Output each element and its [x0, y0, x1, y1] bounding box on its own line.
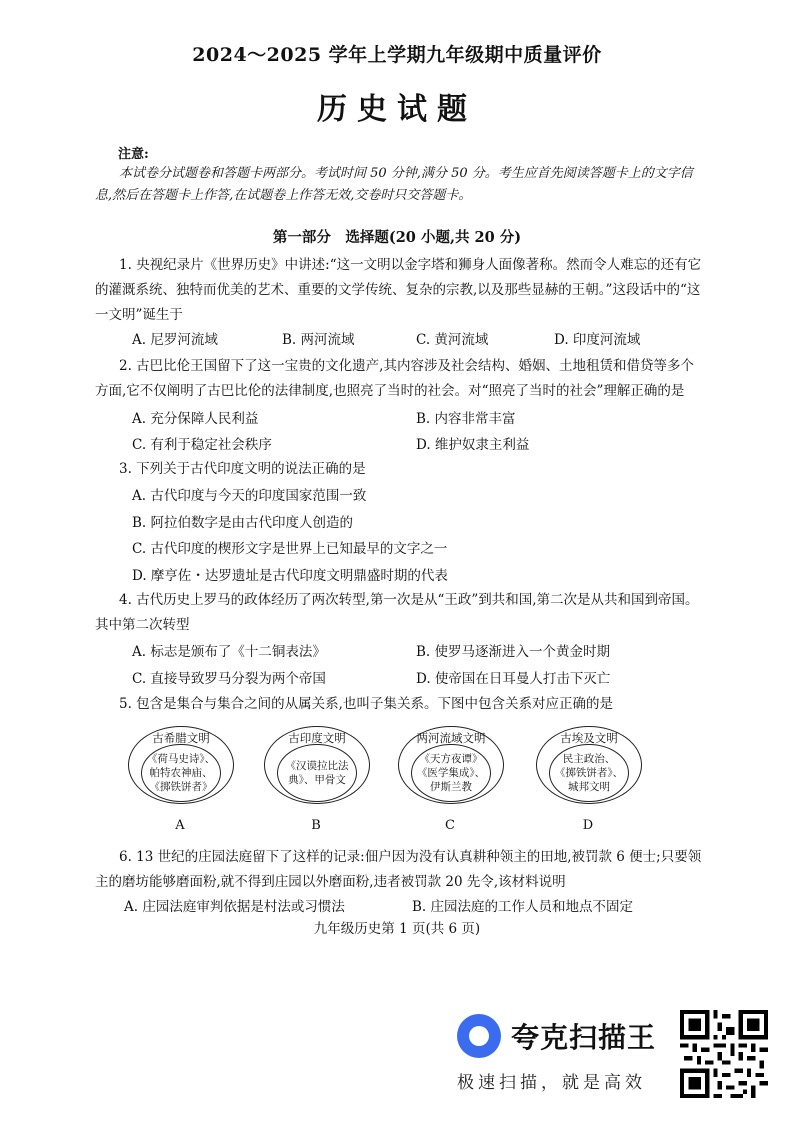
q4-option-a: A. 标志是颁布了《十二铜表法》	[132, 644, 326, 660]
question-stem: 3. 下列关于古代印度文明的说法正确的是	[119, 461, 366, 477]
quark-logo-icon	[457, 1014, 501, 1058]
diagram-label-b: B	[311, 818, 321, 833]
q2-option-c: C. 有利于稳定社会秩序	[132, 437, 272, 453]
q2-option-b: B. 内容非常丰富	[416, 411, 516, 427]
qr-code-icon	[680, 1010, 768, 1098]
outer-set-label: 古埃及文明	[560, 731, 618, 745]
question-stem: 5. 包含是集合与集合之间的从属关系,也叫子集关系。下图中包含关系对应正确的是	[119, 696, 613, 712]
section-heading: 第一部分 选择题(20 小题,共 20 分)	[272, 229, 522, 246]
q3-option-b: B. 阿拉伯数字是由古代印度人创造的	[132, 515, 354, 531]
q6-option-b: B. 庄园法庭的工作人员和地点不固定	[412, 899, 634, 915]
outer-set-label: 古希腊文明	[152, 731, 210, 745]
q1-option-d: D. 印度河流域	[554, 332, 641, 348]
q1-option-b: B. 两河流域	[282, 332, 355, 348]
notice-label: 注意:	[118, 147, 149, 162]
question-6	[95, 845, 705, 895]
q4-option-c: C. 直接导致罗马分裂为两个帝国	[132, 671, 326, 687]
q3-option-c: C. 古代印度的楔形文字是世界上已知最早的文字之一	[132, 541, 448, 557]
outer-set-label: 古印度文明	[288, 731, 346, 745]
page-title: 历史试题	[317, 92, 477, 127]
q4-option-d: D. 使帝国在日耳曼人打击下灭亡	[416, 671, 611, 687]
question-3	[95, 457, 705, 482]
q1-option-a: A. 尼罗河流域	[132, 332, 218, 348]
brand-name: 夸克扫描王	[511, 1021, 657, 1054]
question-stem: 1. 央视纪录片《世界历史》中讲述:“这一文明以金字塔和狮身人面像著称。然而令人难忘的还有它的灌溉系统、独特而优美的艺术、重要的文学传统、复杂的宗教,以及那些显赫的王朝。”这段话中的“这一文明”诞生于	[95, 257, 702, 323]
set-circle-d	[536, 726, 642, 804]
question-stem: 6. 13 世纪的庄园法庭留下了这样的记录:佃户因为没有认真耕种领主的田地,被罚款 6 便士;只要领主的磨坊能够磨面粉,就不得到庄园以外磨面粉,违者被罚款 20 先令,该材料说明	[95, 849, 702, 890]
brand-slogan: 极速扫描，就是高效	[457, 1073, 646, 1093]
q3-option-a: A. 古代印度与今天的印度国家范围一致	[132, 488, 367, 504]
set-circle-c	[398, 726, 504, 804]
question-2	[95, 354, 705, 404]
question-stem: 4. 古代历史上罗马的政体经历了两次转型,第一次是从“王政”到共和国,第二次是从共和国到帝国。其中第二次转型	[95, 592, 699, 633]
inner-set-text: 《汉谟拉比法 典》、甲骨文	[277, 744, 357, 802]
notice-text: 本试卷分试题卷和答题卡两部分。考试时间 50 分钟,满分 50 分。考生应首先阅读答题卡上的文字信息,然后在答题卡上作答,在试题卷上作答无效,交卷时只交答题卡。	[95, 166, 693, 203]
inner-set-text: 《天方夜谭》 《医学集成》、 伊斯兰教	[411, 744, 491, 802]
diagram-label-c: C	[445, 818, 455, 833]
page-footer: 九年级历史第 1 页(共 6 页)	[313, 921, 481, 937]
diagram-label-a: A	[175, 818, 185, 833]
question-4	[95, 588, 705, 638]
set-diagram	[128, 726, 648, 836]
q1-option-c: C. 黄河流域	[416, 332, 489, 348]
q4-option-b: B. 使罗马逐渐进入一个黄金时期	[416, 644, 611, 660]
inner-set-text: 《荷马史诗》、 帕特农神庙、 《掷铁饼者》	[141, 744, 221, 802]
inner-set-text: 民主政治、 《掷铁饼者》、 城邦文明	[549, 744, 629, 802]
q6-option-a: A. 庄园法庭审判依据是村法或习惯法	[124, 899, 345, 915]
diagram-label-d: D	[582, 818, 594, 833]
q2-option-a: A. 充分保障人民利益	[132, 411, 259, 427]
outer-set-label: 两河流域文明	[416, 731, 486, 745]
q2-option-d: D. 维护奴隶主利益	[416, 437, 530, 453]
question-5	[95, 692, 705, 717]
q3-option-d: D. 摩亨佐・达罗遗址是古代印度文明鼎盛时期的代表	[132, 568, 448, 584]
question-stem: 2. 古巴比伦王国留下了这一宝贵的文化遗产,其内容涉及社会结构、婚姻、土地租赁和借贷等多个方面,它不仅阐明了古巴比伦的法律制度,也照亮了当时的社会。对“照亮了当时的社会”理解正确的是	[95, 358, 694, 399]
set-circle-b	[264, 726, 370, 804]
scanner-watermark	[455, 1012, 675, 1092]
question-1	[95, 253, 705, 328]
set-circle-a	[128, 726, 234, 804]
exam-header: 2024～2025 学年上学期九年级期中质量评价	[192, 44, 602, 66]
